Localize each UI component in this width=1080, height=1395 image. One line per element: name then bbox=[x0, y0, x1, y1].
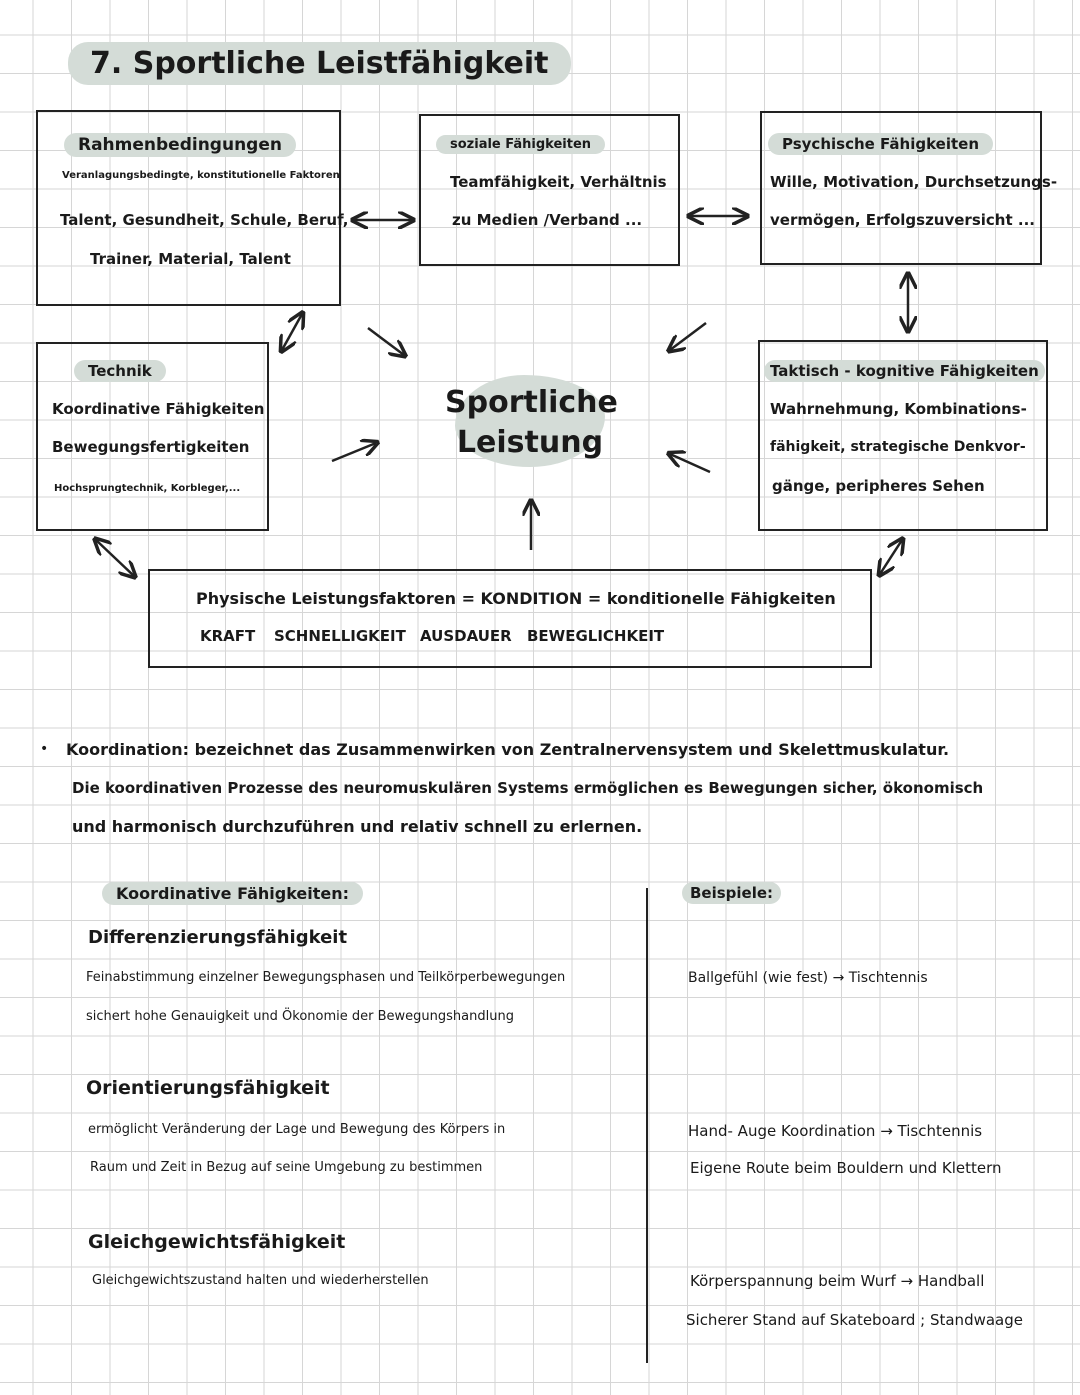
arrow-taktisch-physisch bbox=[880, 540, 902, 574]
taktisch-line3: gänge, peripheres Sehen bbox=[772, 477, 985, 495]
taktisch-line1: Wahrnehmung, Kombinations- bbox=[770, 400, 1027, 418]
gleich-example2: Sicherer Stand auf Skateboard ; Standwaage bbox=[686, 1311, 1023, 1329]
page-title: 7. Sportliche Leistfähigkeit bbox=[68, 42, 571, 85]
koordinative-faehigkeiten-heading: Koordinative Fähigkeiten: bbox=[102, 882, 363, 905]
psych-heading: Psychische Fähigkeiten bbox=[768, 133, 993, 155]
gleich-example1: Körperspannung beim Wurf → Handball bbox=[690, 1272, 985, 1290]
psych-line2: vermögen, Erfolgszuversicht ... bbox=[770, 211, 1035, 229]
arrow-rahmen-center bbox=[368, 328, 404, 355]
beispiele-heading: Beispiele: bbox=[682, 882, 781, 904]
physisch-item-kraft: KRAFT bbox=[200, 627, 256, 645]
sozial-heading: soziale Fähigkeiten bbox=[436, 135, 605, 154]
physisch-line1: Physische Leistungsfaktoren = KONDITION = konditionelle Fähigkeiten bbox=[196, 589, 836, 608]
column-divider bbox=[646, 888, 648, 1363]
sozial-line1: Teamfähigkeit, Verhältnis bbox=[450, 173, 667, 191]
arrow-technik-center bbox=[332, 443, 376, 461]
arrow-rahmen-technik bbox=[282, 314, 302, 350]
diff-example1: Ballgefühl (wie fest) → Tischtennis bbox=[688, 970, 928, 986]
sozial-line2: zu Medien /Verband ... bbox=[452, 211, 643, 229]
physisch-item-beweglichkeit: BEWEGLICHKEIT bbox=[527, 627, 665, 645]
technik-heading: Technik bbox=[74, 360, 166, 382]
orient-line1: ermöglicht Veränderung der Lage und Bewegung des Körpers in bbox=[88, 1122, 506, 1137]
technik-line3: Hochsprungtechnik, Korbleger,... bbox=[54, 483, 241, 494]
diff-line1: Feinabstimmung einzelner Bewegungsphasen und Teilkörperbewegungen bbox=[86, 970, 566, 985]
psych-line1: Wille, Motivation, Durchsetzungs- bbox=[770, 173, 1058, 191]
arrow-technik-physisch bbox=[96, 540, 134, 576]
gleich-line1: Gleichgewichtszustand halten und wiederherstellen bbox=[92, 1273, 429, 1288]
arrow-psych-center bbox=[670, 323, 706, 350]
gleich-title: Gleichgewichtsfähigkeit bbox=[88, 1231, 346, 1253]
center-line2: Leistung bbox=[456, 425, 604, 460]
diff-title: Differenzierungsfähigkeit bbox=[88, 927, 348, 948]
diff-line2: sichert hohe Genauigkeit und Ökonomie der Bewegungshandlung bbox=[86, 1009, 514, 1024]
technik-line1: Koordinative Fähigkeiten bbox=[52, 400, 265, 418]
koordination-line2: Die koordinativen Prozesse des neuromuskulären Systems ermöglichen es Bewegungen sicher, ökonomisch bbox=[72, 779, 984, 797]
technik-line2: Bewegungsfertigkeiten bbox=[52, 438, 250, 456]
rahmen-sub: Veranlagungsbedingte, konstitutionelle Faktoren bbox=[62, 170, 340, 181]
orient-line2: Raum und Zeit in Bezug auf seine Umgebung zu bestimmen bbox=[90, 1160, 483, 1175]
orient-example2: Eigene Route beim Bouldern und Klettern bbox=[690, 1159, 1002, 1177]
center-line1: Sportliche bbox=[445, 385, 618, 420]
physisch-item-schnelligkeit: SCHNELLIGKEIT bbox=[274, 627, 406, 645]
bullet-icon: • bbox=[40, 741, 49, 757]
koordination-line1: Koordination: bezeichnet das Zusammenwirken von Zentralnervensystem und Skelettmuskulatur. bbox=[66, 740, 950, 759]
koordination-line3: und harmonisch durchzuführen und relativ schnell zu erlernen. bbox=[72, 817, 643, 836]
taktisch-heading: Taktisch - kognitive Fähigkeiten bbox=[764, 360, 1045, 382]
taktisch-line2: fähigkeit, strategische Denkvor- bbox=[770, 439, 1026, 455]
orient-title: Orientierungsfähigkeit bbox=[86, 1077, 330, 1099]
rahmen-heading: Rahmenbedingungen bbox=[64, 133, 296, 157]
rahmen-line2: Trainer, Material, Talent bbox=[90, 250, 291, 268]
orient-example1: Hand- Auge Koordination → Tischtennis bbox=[688, 1122, 983, 1140]
rahmen-line1: Talent, Gesundheit, Schule, Beruf, bbox=[60, 211, 349, 229]
physisch-item-ausdauer: AUSDAUER bbox=[420, 627, 512, 645]
arrow-taktisch-center bbox=[670, 454, 710, 472]
